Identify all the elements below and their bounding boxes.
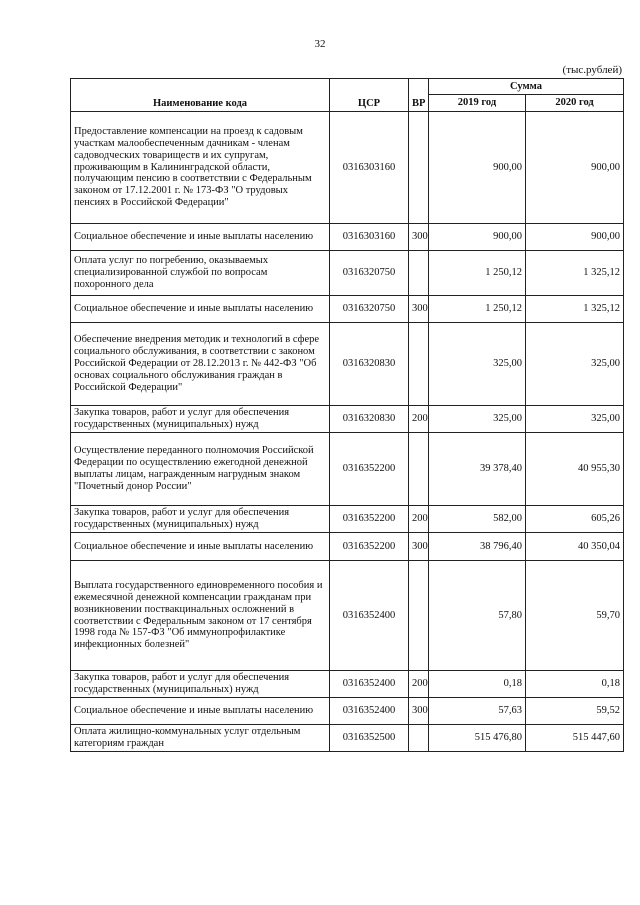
row-name: Социальное обеспечение и иные выплаты населению — [71, 224, 330, 251]
row-csr: 0316352400 — [330, 561, 409, 671]
row-vr — [409, 725, 429, 752]
row-name: Оплата услуг по погребению, оказываемых специализированной службой по вопросам похоронного дела — [71, 251, 330, 296]
table-row — [71, 561, 624, 671]
row-vr: 300 — [409, 533, 429, 561]
unit-note: (тыс.рублей) — [562, 64, 622, 76]
row-sum-2019: 39 378,40 — [429, 433, 526, 506]
table-row — [71, 533, 624, 561]
row-sum-2020: 40 955,30 — [526, 433, 624, 506]
table-row — [71, 698, 624, 725]
row-csr: 0316352500 — [330, 725, 409, 752]
row-vr — [409, 251, 429, 296]
row-vr: 300 — [409, 296, 429, 323]
row-name: Социальное обеспечение и иные выплаты населению — [71, 698, 330, 725]
page-number: 32 — [314, 38, 326, 50]
table-row — [71, 323, 624, 406]
row-name: Закупка товаров, работ и услуг для обеспечения государственных (муниципальных) нужд — [71, 406, 330, 433]
table-row — [71, 296, 624, 323]
row-vr: 300 — [409, 698, 429, 725]
row-csr: 0316320830 — [330, 406, 409, 433]
table-row — [71, 406, 624, 433]
row-sum-2020: 59,70 — [526, 561, 624, 671]
row-sum-2020: 0,18 — [526, 671, 624, 698]
row-csr: 0316352400 — [330, 671, 409, 698]
row-csr: 0316352400 — [330, 698, 409, 725]
row-csr: 0316352200 — [330, 433, 409, 506]
table-row — [71, 506, 624, 533]
row-sum-2019: 1 250,12 — [429, 296, 526, 323]
row-name: Обеспечение внедрения методик и технологий в сфере социального обслуживания, в соответствии с законом Российской Федерации от 28.12.2013 г. № 442-ФЗ "Об основах социального обслуживания граждан в Российской Федерации" — [71, 323, 330, 406]
header-sum: Сумма — [429, 79, 624, 95]
row-name: Оплата жилищно-коммунальных услуг отдельным категориям граждан — [71, 725, 330, 752]
row-name: Закупка товаров, работ и услуг для обеспечения государственных (муниципальных) нужд — [71, 671, 330, 698]
row-sum-2019: 57,80 — [429, 561, 526, 671]
row-name: Социальное обеспечение и иные выплаты населению — [71, 533, 330, 561]
row-csr: 0316352200 — [330, 533, 409, 561]
header-vr: ВР — [409, 79, 429, 112]
header-name: Наименование кода — [71, 79, 330, 112]
budget-table — [70, 78, 624, 752]
header-csr: ЦСР — [330, 79, 409, 112]
header-year-2019: 2019 год — [429, 95, 526, 112]
table-row — [71, 251, 624, 296]
row-vr: 200 — [409, 406, 429, 433]
row-sum-2020: 900,00 — [526, 112, 624, 224]
row-sum-2019: 900,00 — [429, 224, 526, 251]
row-name: Выплата государственного единовременного пособия и ежемесячной денежной компенсации гражданам при возникновении поствакцинальных осложнений в соответствии с Федеральным законом от 17 сентября 1998 года № 157-ФЗ "Об иммунопрофилактике инфекционных болезней" — [71, 561, 330, 671]
row-name: Закупка товаров, работ и услуг для обеспечения государственных (муниципальных) нужд — [71, 506, 330, 533]
row-sum-2020: 40 350,04 — [526, 533, 624, 561]
table-row — [71, 112, 624, 224]
table-row — [71, 433, 624, 506]
row-csr: 0316303160 — [330, 112, 409, 224]
row-sum-2020: 59,52 — [526, 698, 624, 725]
row-vr — [409, 561, 429, 671]
row-sum-2019: 1 250,12 — [429, 251, 526, 296]
row-vr: 200 — [409, 671, 429, 698]
row-sum-2020: 1 325,12 — [526, 251, 624, 296]
row-sum-2020: 1 325,12 — [526, 296, 624, 323]
row-csr: 0316320750 — [330, 251, 409, 296]
row-name: Социальное обеспечение и иные выплаты населению — [71, 296, 330, 323]
row-name: Предоставление компенсации на проезд к садовым участкам малообеспеченным дачникам - членам садоводческих товариществ и их супругам, проживающим в Калининградской области, получающим пенсию в соответствии с Федеральным законом от 17.12.2001 г. № 173-ФЗ "О трудовых пенсиях в Российской Федерации" — [71, 112, 330, 224]
row-sum-2020: 325,00 — [526, 323, 624, 406]
row-csr: 0316320750 — [330, 296, 409, 323]
table-row — [71, 671, 624, 698]
row-vr — [409, 112, 429, 224]
row-sum-2019: 900,00 — [429, 112, 526, 224]
row-sum-2020: 515 447,60 — [526, 725, 624, 752]
row-sum-2020: 325,00 — [526, 406, 624, 433]
row-csr: 0316352200 — [330, 506, 409, 533]
row-sum-2019: 57,63 — [429, 698, 526, 725]
header-year-2020: 2020 год — [526, 95, 624, 112]
table-row — [71, 725, 624, 752]
row-vr — [409, 323, 429, 406]
row-sum-2019: 515 476,80 — [429, 725, 526, 752]
row-sum-2019: 325,00 — [429, 406, 526, 433]
row-sum-2019: 325,00 — [429, 323, 526, 406]
row-sum-2019: 582,00 — [429, 506, 526, 533]
table-row — [71, 224, 624, 251]
row-sum-2019: 0,18 — [429, 671, 526, 698]
row-csr: 0316303160 — [330, 224, 409, 251]
row-sum-2019: 38 796,40 — [429, 533, 526, 561]
row-vr — [409, 433, 429, 506]
row-name: Осуществление переданного полномочия Российской Федерации по осуществлению ежегодной денежной выплаты лицам, награжденным нагрудным знаком "Почетный донор России" — [71, 433, 330, 506]
row-sum-2020: 605,26 — [526, 506, 624, 533]
row-vr: 200 — [409, 506, 429, 533]
row-csr: 0316320830 — [330, 323, 409, 406]
row-vr: 300 — [409, 224, 429, 251]
row-sum-2020: 900,00 — [526, 224, 624, 251]
